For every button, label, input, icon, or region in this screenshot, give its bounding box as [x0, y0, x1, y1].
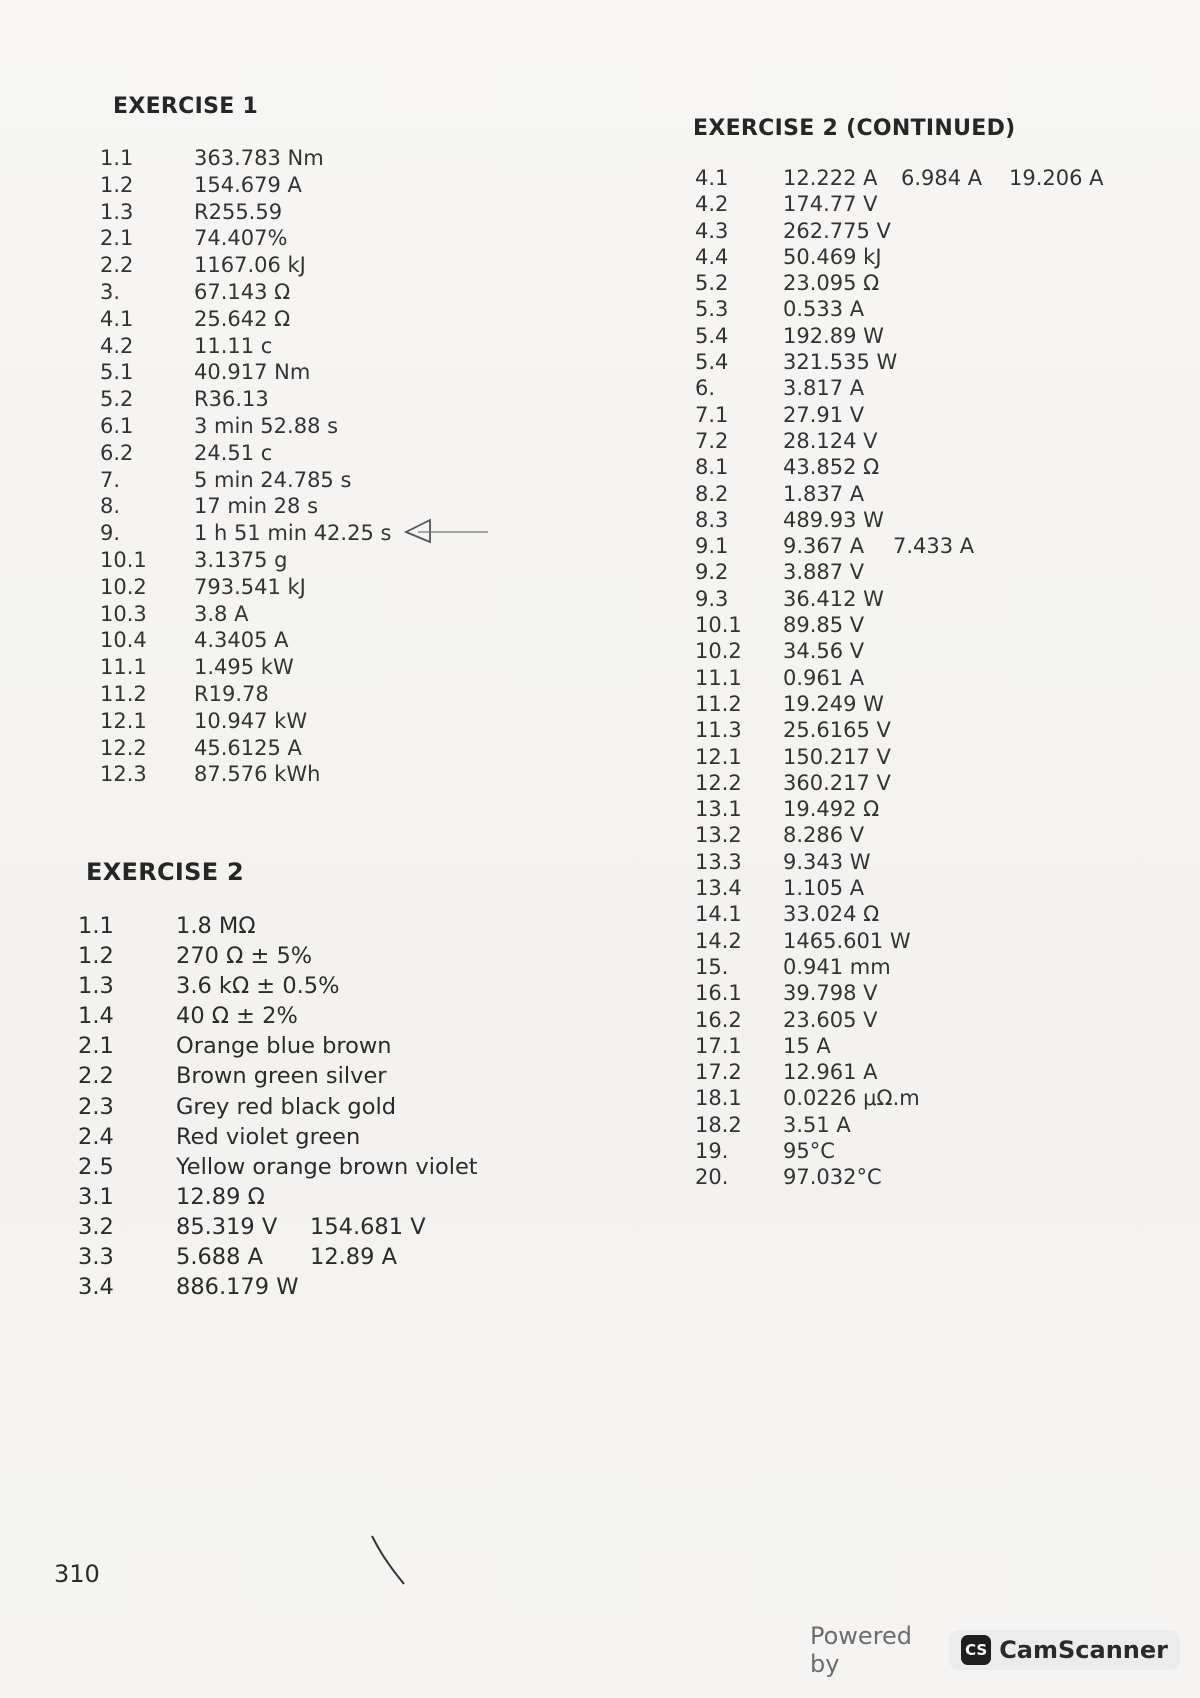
question-number: 8.3 — [695, 507, 729, 532]
question-number: 15. — [695, 954, 729, 979]
answer-value: 8.286 V — [783, 823, 865, 848]
answer-value: 97.032°C — [783, 1165, 882, 1190]
answer-value: 15 A — [783, 1033, 831, 1058]
question-number: 8.1 — [695, 455, 729, 480]
answer-value: Grey red black gold — [176, 1093, 396, 1120]
question-number: 2.4 — [78, 1123, 114, 1150]
answer-value: 9.367 A — [783, 534, 865, 559]
question-number: 11.3 — [695, 718, 742, 743]
question-number: 4.1 — [100, 306, 134, 331]
answer-value: 43.852 Ω — [783, 455, 880, 480]
answer-value: 11.11 c — [194, 333, 273, 358]
answer-value: 24.51 c — [194, 440, 273, 465]
answer-value: 19.492 Ω — [783, 797, 880, 822]
answer-value: 5 min 24.785 s — [194, 467, 352, 492]
answer-value: 34.56 V — [783, 639, 865, 664]
answer-value: R19.78 — [194, 681, 269, 706]
answer-value: 87.576 kWh — [194, 762, 321, 787]
question-number: 12.1 — [100, 708, 147, 733]
answer-value: 1.8 MΩ — [176, 913, 256, 939]
answer-value: 3.51 A — [783, 1112, 851, 1137]
answer-value: 1.105 A — [783, 876, 865, 901]
answer-value: 3.1375 g — [194, 547, 288, 572]
question-number: 9.3 — [695, 586, 729, 611]
question-number: 6.2 — [100, 440, 134, 465]
question-number: 14.2 — [695, 928, 742, 953]
answer-value: 23.605 V — [783, 1007, 878, 1032]
question-number: 1.4 — [78, 1003, 114, 1030]
question-number: 7.2 — [695, 428, 729, 453]
answer-value: 40.917 Nm — [194, 360, 311, 385]
answer-value: 25.6165 V — [783, 718, 891, 743]
question-number: 4.1 — [695, 166, 729, 190]
question-number: 11.1 — [100, 655, 147, 680]
answer-value: 9.343 W — [783, 849, 871, 874]
answer-value: 3.6 kΩ ± 0.5% — [176, 973, 340, 1000]
answer-value: Red violet green — [176, 1123, 361, 1150]
answer-value: 5.688 A — [176, 1244, 263, 1271]
answer-value: 192.89 W — [783, 323, 884, 348]
question-number: 13.1 — [695, 797, 742, 822]
question-number: 6.1 — [100, 413, 134, 438]
question-number: 10.3 — [100, 601, 147, 626]
page-number: 310 — [54, 1560, 100, 1588]
question-number: 6. — [695, 376, 716, 401]
question-number: 17.1 — [695, 1033, 742, 1058]
question-number: 18.2 — [695, 1112, 742, 1137]
answer-value: 1.495 kW — [194, 655, 294, 680]
question-number: 3. — [100, 279, 121, 304]
question-number: 18.1 — [695, 1086, 742, 1111]
answer-value: 0.941 mm — [783, 954, 891, 979]
question-number: 9.1 — [695, 534, 729, 559]
answer-value: 36.412 W — [783, 586, 884, 611]
answer-value: 363.783 Nm — [194, 146, 324, 170]
answer-value: 19.206 A — [1009, 166, 1104, 190]
answer-value: Yellow orange brown violet — [176, 1153, 478, 1180]
question-number: 1.2 — [100, 172, 134, 197]
answer-value: R36.13 — [194, 387, 269, 412]
answer-value: 85.319 V — [176, 1213, 278, 1240]
question-number: 9. — [100, 521, 121, 546]
answer-value: 89.85 V — [783, 613, 865, 638]
question-number: 12.3 — [100, 762, 147, 787]
question-number: 16.1 — [695, 981, 742, 1006]
question-number: 10.1 — [695, 613, 742, 638]
answer-value: 17 min 28 s — [194, 494, 319, 519]
answer-value: 1465.601 W — [783, 928, 911, 953]
answer-value: 25.642 Ω — [194, 306, 291, 331]
answer-value: 10.947 kW — [194, 708, 308, 733]
answer-value: 3.887 V — [783, 560, 865, 585]
question-number: 5.2 — [100, 387, 134, 412]
answer-value: 0.533 A — [783, 297, 865, 322]
question-number: 19. — [695, 1138, 729, 1163]
camscanner-badge — [949, 1630, 1180, 1670]
answer-value: 67.143 Ω — [194, 279, 291, 304]
answer-value: 489.93 W — [783, 507, 884, 532]
answer-value: 0.961 A — [783, 665, 865, 690]
question-number: 5.3 — [695, 297, 729, 322]
question-number: 4.3 — [695, 218, 729, 243]
question-number: 11.2 — [100, 681, 147, 706]
question-number: 7. — [100, 467, 121, 492]
answer-value: 0.0226 μΩ.m — [783, 1086, 920, 1111]
question-number: 9.2 — [695, 560, 729, 585]
question-number: 10.1 — [100, 547, 147, 572]
question-number: 13.2 — [695, 823, 742, 848]
answer-value: 39.798 V — [783, 981, 878, 1006]
question-number: 3.3 — [78, 1244, 114, 1271]
answer-value: 27.91 V — [783, 402, 865, 427]
question-number: 10.2 — [695, 639, 742, 664]
answer-value: 12.89 A — [310, 1244, 397, 1271]
question-number: 3.2 — [78, 1213, 114, 1240]
question-number: 8. — [100, 494, 121, 519]
answer-value: 1 h 51 min 42.25 s — [194, 521, 392, 546]
question-number: 5.4 — [695, 323, 729, 348]
camscanner-watermark — [810, 1622, 1180, 1678]
question-number: 12.2 — [695, 770, 742, 795]
answer-value: 45.6125 A — [194, 735, 302, 760]
answer-value: 23.095 Ω — [783, 271, 880, 296]
question-number: 1.3 — [78, 973, 114, 1000]
question-number: 4.4 — [695, 244, 729, 269]
answer-value: 50.469 kJ — [783, 244, 882, 269]
question-number: 8.2 — [695, 481, 729, 506]
question-number: 12.2 — [100, 735, 147, 760]
answer-value: 1.837 A — [783, 481, 865, 506]
question-number: 2.3 — [78, 1093, 114, 1120]
question-number: 7.1 — [695, 402, 729, 427]
answer-value: 7.433 A — [893, 534, 975, 559]
question-number: 20. — [695, 1165, 729, 1190]
answer-value: 262.775 V — [783, 218, 891, 243]
answer-value: 3.817 A — [783, 376, 865, 401]
exercise-2-continued-heading: EXERCISE 2 (CONTINUED) — [693, 116, 1016, 141]
answer-value: 793.541 kJ — [194, 574, 306, 599]
question-number: 1.1 — [100, 146, 134, 170]
question-number: 11.1 — [695, 665, 742, 690]
answer-value: 4.3405 A — [194, 628, 289, 653]
exercise-2-heading: EXERCISE 2 — [86, 858, 245, 886]
question-number: 13.4 — [695, 876, 742, 901]
question-number: 4.2 — [100, 333, 134, 358]
question-number: 1.3 — [100, 199, 134, 224]
question-number: 5.2 — [695, 271, 729, 296]
handwritten-pen-stroke — [368, 1532, 408, 1588]
camscanner-brand-name: CamScanner — [999, 1636, 1168, 1664]
answer-value: 174.77 V — [783, 192, 878, 217]
answer-value: 3 min 52.88 s — [194, 413, 339, 438]
camscanner-logo-icon: CS — [961, 1635, 991, 1665]
question-number: 10.4 — [100, 628, 147, 653]
answer-value: 321.535 W — [783, 350, 898, 375]
question-number: 3.4 — [78, 1274, 114, 1301]
question-number: 5.4 — [695, 350, 729, 375]
question-number: 1.2 — [78, 943, 114, 970]
powered-by-text: Powered by — [810, 1622, 913, 1678]
answer-value: R255.59 — [194, 199, 283, 224]
handwritten-arrow-mark — [400, 516, 490, 546]
answer-value: Brown green silver — [176, 1063, 387, 1090]
question-number: 14.1 — [695, 902, 742, 927]
question-number: 16.2 — [695, 1007, 742, 1032]
answer-value: 95°C — [783, 1138, 835, 1163]
question-number: 11.2 — [695, 691, 742, 716]
question-number: 4.2 — [695, 192, 729, 217]
answer-value: Orange blue brown — [176, 1033, 392, 1060]
answer-value: 28.124 V — [783, 428, 878, 453]
question-number: 10.2 — [100, 574, 147, 599]
answer-value: 154.681 V — [310, 1213, 426, 1240]
answer-value: 12.961 A — [783, 1060, 878, 1085]
question-number: 2.1 — [100, 226, 134, 251]
answer-value: 3.8 A — [194, 601, 249, 626]
answer-value: 886.179 W — [176, 1274, 299, 1301]
exercise-1-heading: EXERCISE 1 — [113, 94, 259, 119]
question-number: 3.1 — [78, 1183, 114, 1210]
question-number: 17.2 — [695, 1060, 742, 1085]
question-number: 2.2 — [100, 253, 134, 278]
answer-value: 12.222 A — [783, 166, 878, 190]
answer-value: 154.679 A — [194, 172, 302, 197]
question-number: 12.1 — [695, 744, 742, 769]
answer-value: 6.984 A — [901, 166, 983, 190]
answer-value: 150.217 V — [783, 744, 891, 769]
question-number: 1.1 — [78, 913, 114, 939]
answer-value: 12.89 Ω — [176, 1183, 265, 1210]
answer-value: 40 Ω ± 2% — [176, 1003, 298, 1030]
answer-value: 19.249 W — [783, 691, 884, 716]
question-number: 5.1 — [100, 360, 134, 385]
answer-value: 33.024 Ω — [783, 902, 880, 927]
question-number: 13.3 — [695, 849, 742, 874]
answer-value: 270 Ω ± 5% — [176, 943, 313, 970]
answer-value: 74.407% — [194, 226, 288, 251]
question-number: 2.1 — [78, 1033, 114, 1060]
question-number: 2.2 — [78, 1063, 114, 1090]
question-number: 2.5 — [78, 1153, 114, 1180]
answer-value: 1167.06 kJ — [194, 253, 306, 278]
answer-value: 360.217 V — [783, 770, 891, 795]
